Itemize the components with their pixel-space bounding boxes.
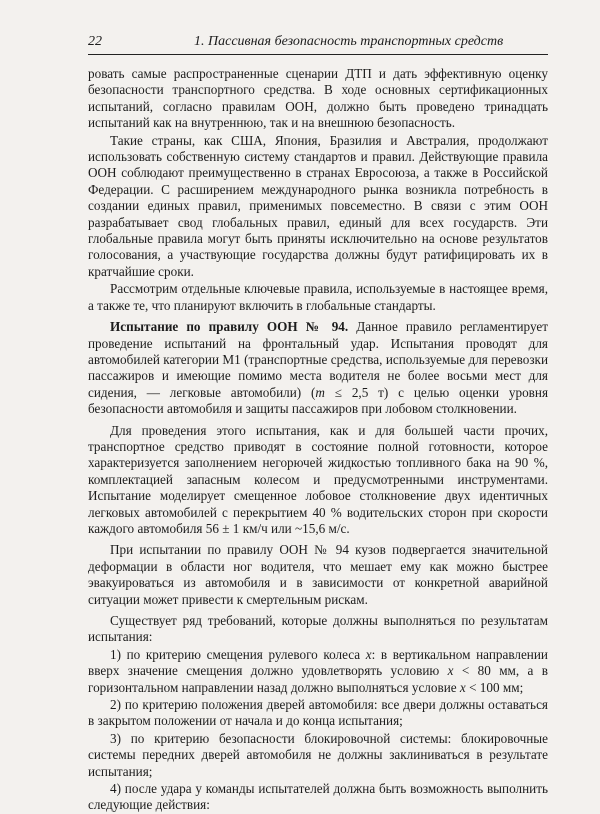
- paragraph: [88, 66, 548, 132]
- paragraph: [88, 133, 548, 281]
- text-run: Рассмотрим отдельные ключевые правила, используемые в настоящее время, а также те, что планируют включить в глобальные стандарты.: [88, 281, 548, 313]
- text-run: Данное правило регламентирует проведение испытаний на фронтальный удар. Испытания проводят для автомобилей категории М1 (транспортные средства, используемые для перевозки пассажиров и имеющие помимо места водителя не более восьми мест для сидения, — легковые автомобили) (: [88, 319, 548, 400]
- text-run: Для проведения этого испытания, как и для большей части прочих, транспортное средство приводят в состояние полной готовности, которое характеризуется заполнением негорючей жидкостью топливного бака на 90 %, комплектацией запасным колесом и предусмотренными инструментами. Испытание моделирует смещенное лобовое столкновение двух идентичных легковых автомобилей с перекрытием 40 % водительских сторон при скорости каждого автомобиля 56 ± 1 км/ч или ~15,6 м/с.: [88, 422, 548, 536]
- page-number: 22: [88, 34, 102, 49]
- italic-run: x: [459, 679, 466, 695]
- text-run: 1) по критерию смещения рулевого колеса: [110, 646, 366, 662]
- list-item: [88, 731, 548, 780]
- italic-run: x: [365, 646, 372, 662]
- paragraph: [88, 319, 548, 417]
- text-run: 4) после удара у команды испытателей должна быть возможность выполнить следующие действия:: [88, 781, 548, 813]
- list-item: [88, 697, 548, 730]
- bold-run: Испытание по правилу ООН № 94.: [110, 319, 349, 335]
- text-run: Такие страны, как США, Япония, Бразилия и Австралия, продолжают использовать собственную систему стандартов и правил. Действующие правила ООН соблюдают преимущественно в странах Евросоюза, а также в Российской Федерации. С расширением международного рынка возникла потребность в создании единых правил, применимых повсеместно. В связи с этим ООН разрабатывает свод глобальных правил, единый для всех государств. Эти глобальные правила могут быть приняты исключительно на основе результатов голосования, а участвующие государства должны будут ратифицировать их в кратчайшие сроки.: [88, 132, 548, 279]
- italic-run: m: [315, 384, 325, 400]
- paragraph: [88, 613, 548, 646]
- list-item: [88, 781, 548, 814]
- text-run: 2) по критерию положения дверей автомобиля: все двери должны оставаться в закрытом положении от начала и до конца испытания;: [88, 697, 548, 729]
- text-run: : в вертикальном направлении вверх значение смещения должно удовлетворять условию: [88, 646, 548, 679]
- list-item: [88, 647, 548, 696]
- text-run: < 80 мм, а в горизонтальном направлении назад должно выполняться условие: [88, 663, 548, 695]
- chapter-title: 1. Пассивная безопасность транспортных средств: [194, 34, 504, 49]
- text-run: При испытании по правилу ООН № 94 кузов подвергается значительной деформации в области ног водителя, что мешает ему как можно быстрее эвакуироваться из автомобиля и в зависимости от конкретной аварийной ситуации может привести к смертельным рискам.: [88, 542, 548, 607]
- paragraph: [88, 281, 548, 314]
- text-run: 3) по критерию безопасности блокировочной системы: блокировочные системы передних дверей автомобиля не должны заклиниваться в результате испытания;: [88, 730, 548, 779]
- text-run: Существует ряд требований, которые должны выполняться по результатам испытания:: [88, 613, 548, 645]
- paragraph: [88, 542, 548, 608]
- paragraph: [88, 423, 548, 538]
- text-run: ≤ 2,5 т) с целью оценки уровня безопасности автомобиля и защиты пассажиров при лобовом столкновении.: [88, 384, 549, 417]
- text-run: ровать самые распространенные сценарии ДТП и дать эффективную оценку безопасности транспортного средства. В ходе основных сертификационных испытаний, согласно правилам ООН, должно быть проведено тринадцать испытаний как на внутреннюю, так и на внешнюю безопасность.: [88, 66, 548, 131]
- text-run: < 100 мм;: [465, 679, 524, 695]
- italic-run: x: [447, 663, 454, 679]
- body-text: [88, 66, 548, 814]
- running-header: [88, 32, 548, 55]
